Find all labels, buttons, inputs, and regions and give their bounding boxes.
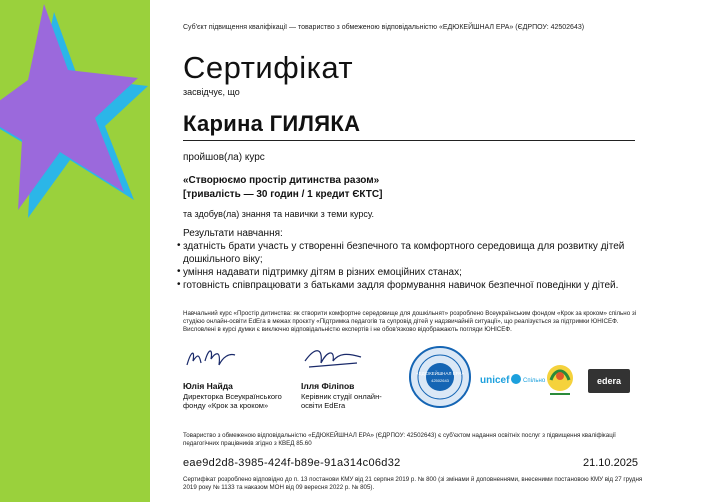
signature-filipov-icon	[303, 343, 363, 373]
unicef-logo	[480, 364, 546, 394]
bullet-icon: •	[177, 240, 181, 251]
signer-name: Ілля Філіпов	[301, 381, 355, 391]
bullet-icon: •	[177, 266, 181, 277]
list-item: • готовність співпрацювати з батьками задля формування навичок безпечної поведінки у дітей.	[177, 279, 619, 291]
results-label: Результати навчання:	[183, 228, 283, 239]
signer-role: Директорка Всеукраїнського фонду «Крок за кроком»	[183, 392, 282, 410]
certificate-title: Сертифікат	[183, 50, 354, 85]
list-item: • уміння надавати підтримку дітям в різних емоційних станах;	[177, 266, 462, 278]
svg-text:unicef: unicef	[480, 375, 510, 386]
provider-footer: Товариство з обмеженою відповідальністю «ЕДЮКЕЙШНАЛ ЕРА» (ЄДРПОУ: 42502643) є суб'єктом надання освітніх послуг з підвищення кваліфікації педагогічних працівників згідно з КВЕД 85.60	[183, 432, 616, 447]
seal-stamp-icon	[408, 345, 472, 409]
name-underline	[183, 140, 635, 141]
course-title: «Створюємо простір дитинства разом»	[183, 175, 380, 186]
recipient-name: Карина ГИЛЯКА	[183, 111, 361, 136]
legal-note: Сертифікат розроблено відповідно до п. 13 постанови КМУ від 21 серпня 2019 р. № 800 (зі змінами й доповненнями, внесеними постановою КМУ від 27 грудня 2019 року № 1133 та наказом МОН від 09 вересня 2022 р. № 805).	[183, 476, 643, 491]
svg-text:42502643: 42502643	[431, 378, 449, 383]
completed-text: пройшов(ла) курс	[183, 152, 265, 163]
signature-naida-icon	[183, 343, 243, 373]
svg-text:«ЕДЮКЕЙШНАЛ ЕРА»: «ЕДЮКЕЙШНАЛ ЕРА»	[416, 371, 464, 376]
acquired-text: та здобув(ла) знання та навички з теми курсу.	[183, 209, 374, 219]
signer-name: Юлія Найда	[183, 381, 233, 391]
list-item: • здатність брати участь у створенні безпечного та комфортного середовища для розвитку дітей дошкільного віку;	[177, 240, 625, 265]
certificate-id: eae9d2d8-3985-424f-b89e-91a314c06d32	[183, 457, 401, 469]
star-decoration-icon	[0, 0, 150, 502]
course-duration: [тривалість — 30 годин / 1 кредит ЄКТС]	[183, 189, 383, 200]
provider-note: Суб'єкт підвищення кваліфікації — товариство з обмеженою відповідальністю «ЕДЮКЕЙШНАЛ ЕРА» (ЄДРПОУ: 42502643)	[183, 24, 585, 31]
edera-logo: edera	[588, 369, 630, 393]
course-description: Навчальний курс «Простір дитинства: як створити комфортне середовище для дошкільнят» розроблено Всеукраїнським фондом «Крок за кроком» спільно зі студією онлайн-освіти EdEra в межах проєкту «Підтримка педагогів та супровід дітей у надзвичайній ситуації», що реалізується за підтримки ЮНІСЕФ. Висловлені в курсі думки є виключно відповідальністю експертів і не обов'язково відображають погляди ЮНІСЕФ.	[183, 310, 637, 333]
results-list	[177, 240, 647, 292]
signer-role: Керівник студії онлайн-освіти EdEra	[301, 392, 382, 410]
bullet-icon: •	[177, 279, 181, 290]
certificate-content	[177, 0, 683, 502]
issue-date: 21.10.2025	[583, 457, 639, 469]
svg-text:Спільно: Спільно	[523, 378, 546, 384]
certifies-text: засвідчує, що	[183, 87, 240, 97]
krok-za-krokom-logo	[543, 362, 577, 398]
decorative-sidebar	[0, 0, 150, 502]
